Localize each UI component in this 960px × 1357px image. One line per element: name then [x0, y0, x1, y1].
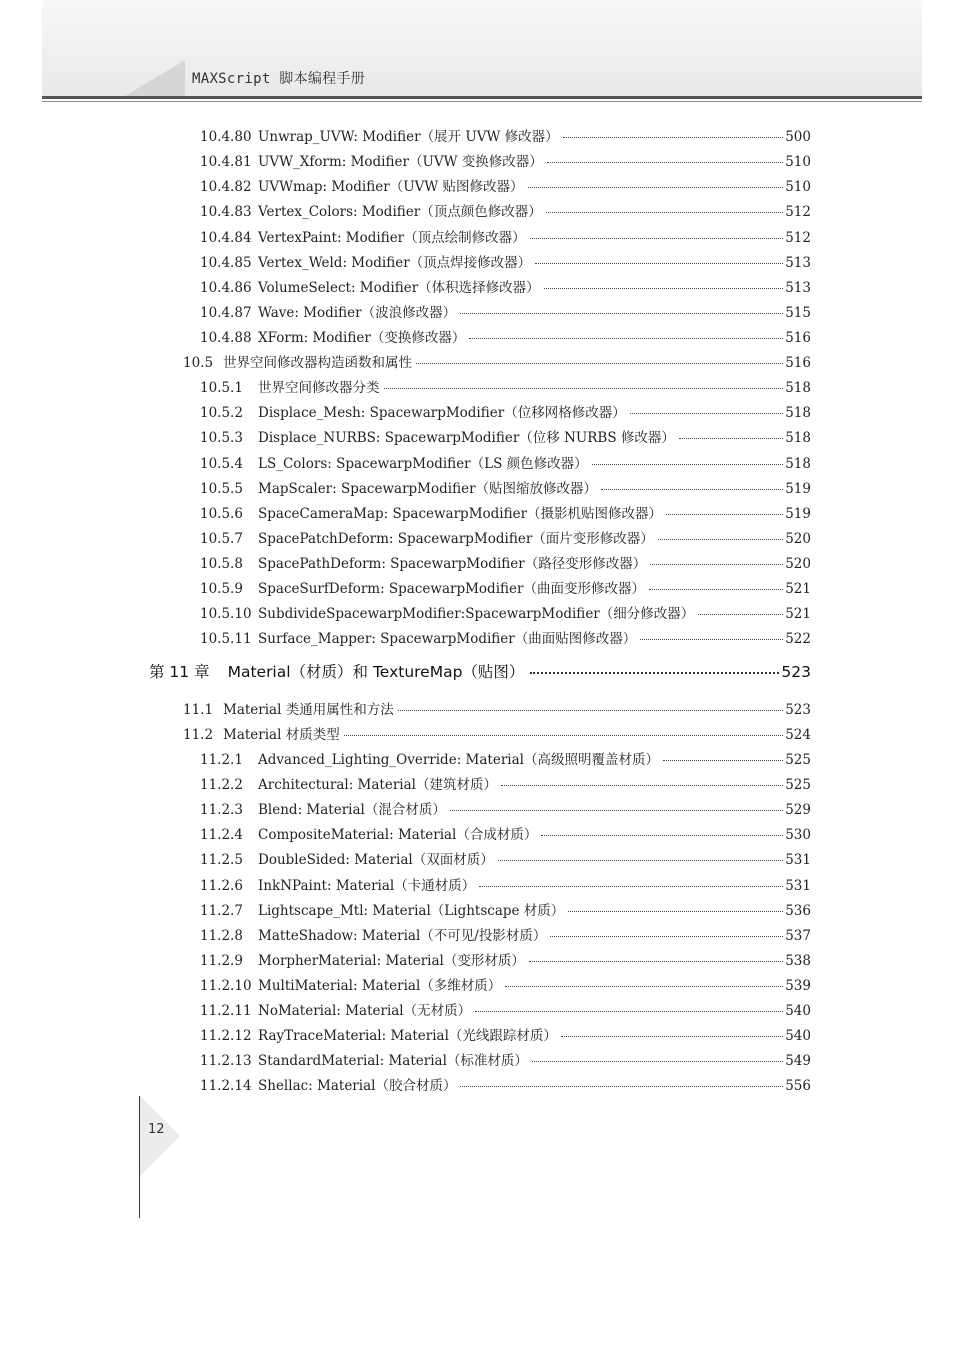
toc-entry-page: 540 [785, 1028, 811, 1044]
toc-entry-page: 537 [785, 928, 811, 944]
toc-entry-title: Advanced_Lighting_Override: Material（高级照明覆盖材质） [258, 752, 659, 768]
toc-leader-dots [384, 387, 784, 389]
toc-entry[interactable] [200, 577, 811, 597]
toc-entry-number: 11.2.6 [200, 878, 243, 894]
toc-entry-title: Unwrap_UVW: Modifier（展开 UVW 修改器） [258, 129, 559, 145]
toc-entry-page: 538 [785, 953, 811, 969]
toc-entry[interactable] [200, 376, 811, 396]
toc-section-entry[interactable] [183, 698, 811, 718]
toc-entry[interactable] [200, 798, 811, 818]
toc-entry[interactable] [200, 602, 811, 622]
toc-entry-number: 10.5.7 [200, 531, 243, 547]
toc-entry-page: 500 [785, 129, 811, 145]
toc-entry-page: 531 [785, 852, 811, 868]
toc-entry[interactable] [200, 823, 811, 843]
toc-leader-dots [535, 262, 783, 264]
toc-entry-page: 516 [785, 355, 811, 371]
toc-entry-title: LS_Colors: SpacewarpModifier（LS 颜色修改器） [258, 456, 588, 472]
toc-entry-number: 10.5.4 [200, 456, 243, 472]
toc-entry-page: 540 [785, 1003, 811, 1019]
toc-entry-title: Displace_Mesh: SpacewarpModifier（位移网格修改器） [258, 405, 626, 421]
toc-leader-dots [529, 960, 783, 962]
toc-entry-number: 11.2.2 [200, 777, 243, 793]
toc-leader-dots [663, 759, 783, 761]
toc-entry-title: Blend: Material（混合材质） [258, 802, 446, 818]
toc-entry[interactable] [200, 452, 811, 472]
toc-entry-number: 10.4.86 [200, 280, 252, 296]
toc-entry-number: 11.2.4 [200, 827, 243, 843]
running-header-title: MAXScript 脚本编程手册 [192, 71, 366, 87]
toc-entry-number: 10.4.82 [200, 179, 252, 195]
toc-entry-title: MultiMaterial: Material（多维材质） [258, 978, 502, 994]
toc-entry-page: 525 [785, 777, 811, 793]
toc-entry-title: StandardMaterial: Material（标准材质） [258, 1053, 528, 1069]
toc-leader-dots [698, 613, 783, 615]
toc-entry[interactable] [200, 200, 811, 220]
toc-entry[interactable] [200, 125, 811, 145]
toc-entry-title: SpaceSurfDeform: SpacewarpModifier（曲面变形修改器） [258, 581, 645, 597]
toc-entry-page: 512 [785, 204, 811, 220]
toc-entry-title: XForm: Modifier（变换修改器） [258, 330, 466, 346]
toc-entry[interactable] [200, 999, 811, 1019]
toc-entry-title: UVW_Xform: Modifier（UVW 变换修改器） [258, 154, 543, 170]
toc-entry[interactable] [200, 502, 811, 522]
toc-leader-dots [460, 312, 783, 314]
toc-entry-title: Vertex_Weld: Modifier（顶点焊接修改器） [258, 255, 532, 271]
toc-entry[interactable] [200, 924, 811, 944]
toc-entry[interactable] [200, 748, 811, 768]
toc-entry[interactable] [200, 552, 811, 572]
toc-entry-page: 518 [785, 456, 811, 472]
toc-leader-dots [532, 1060, 783, 1062]
toc-entry-number: 10.5.11 [200, 631, 252, 647]
toc-entry-page: 512 [785, 230, 811, 246]
toc-entry[interactable] [200, 773, 811, 793]
toc-entry-number: 11.2.10 [200, 978, 252, 994]
toc-entry-page: 549 [785, 1053, 811, 1069]
toc-entry-title: MapScaler: SpacewarpModifier（贴图缩放修改器） [258, 481, 598, 497]
toc-entry-page: 523 [785, 702, 811, 718]
header-wedge [125, 60, 185, 96]
toc-entry-title: RayTraceMaterial: Material（光线跟踪材质） [258, 1028, 557, 1044]
toc-leader-dots [530, 671, 779, 674]
toc-leader-dots [460, 1085, 783, 1087]
toc-entry-page: 519 [785, 506, 811, 522]
toc-leader-dots [650, 563, 783, 565]
toc-entry[interactable] [200, 477, 811, 497]
toc-leader-dots [469, 337, 783, 339]
toc-entry-number: 11.2.9 [200, 953, 243, 969]
toc-entry-title: UVWmap: Modifier（UVW 贴图修改器） [258, 179, 524, 195]
toc-entry[interactable] [200, 527, 811, 547]
toc-entry-number: 10.5.10 [200, 606, 252, 622]
toc-entry-title: SpaceCameraMap: SpacewarpModifier（摄影机贴图修改器） [258, 506, 663, 522]
toc-entry-title: MorpherMaterial: Material（变形材质） [258, 953, 525, 969]
toc-entry[interactable] [200, 874, 811, 894]
toc-entry-title: CompositeMaterial: Material（合成材质） [258, 827, 538, 843]
toc-entry-page: 518 [785, 405, 811, 421]
toc-entry-title: Displace_NURBS: SpacewarpModifier（位移 NURBS 修改器） [258, 430, 675, 446]
toc-entry[interactable] [200, 326, 811, 346]
page-number: 12 [148, 1122, 165, 1137]
toc-entry-number: 10.5.1 [200, 380, 243, 396]
toc-entry-page: 530 [785, 827, 811, 843]
toc-leader-dots [666, 513, 783, 515]
toc-entry-title: Vertex_Colors: Modifier（顶点颜色修改器） [258, 204, 542, 220]
toc-leader-dots [658, 538, 783, 540]
toc-leader-dots [679, 437, 783, 439]
toc-entry-number: 11.2.3 [200, 802, 243, 818]
toc-entry[interactable] [200, 1074, 811, 1094]
toc-entry-page: 539 [785, 978, 811, 994]
toc-entry-page: 556 [785, 1078, 811, 1094]
toc-entry-number: 11.2.11 [200, 1003, 252, 1019]
toc-entry-page: 516 [785, 330, 811, 346]
toc-entry-page: 529 [785, 802, 811, 818]
toc-leader-dots [505, 985, 783, 987]
toc-entry-page: 531 [785, 878, 811, 894]
toc-entry-title: Wave: Modifier（波浪修改器） [258, 305, 457, 321]
toc-entry-title: Architectural: Material（建筑材质） [258, 777, 497, 793]
toc-section-entry[interactable] [183, 351, 811, 371]
toc-entry-title: NoMaterial: Material（无材质） [258, 1003, 472, 1019]
toc-entry-number: 11.2.13 [200, 1053, 252, 1069]
toc-entry-number: 10.4.87 [200, 305, 252, 321]
toc-leader-dots [568, 910, 783, 912]
toc-entry-number: 10.4.83 [200, 204, 252, 220]
toc-entry-number: 10.5.3 [200, 430, 243, 446]
toc-entry-page: 510 [785, 179, 811, 195]
toc-entry-title: 世界空间修改器分类 [258, 380, 380, 396]
toc-entry-page: 513 [785, 255, 811, 271]
toc-leader-dots [528, 186, 784, 188]
toc-entry[interactable] [200, 226, 811, 246]
toc-entry-number: 10.4.88 [200, 330, 252, 346]
toc-leader-dots [450, 809, 783, 811]
toc-entry[interactable] [200, 627, 811, 647]
toc-entry-title: SpacePatchDeform: SpacewarpModifier（面片变形修改器） [258, 531, 654, 547]
toc-entry-page: 536 [785, 903, 811, 919]
toc-entry[interactable] [200, 175, 811, 195]
toc-leader-dots [541, 834, 783, 836]
toc-entry-title: Material 类通用属性和方法 [223, 702, 394, 718]
toc-entry[interactable] [200, 426, 811, 446]
toc-entry[interactable] [200, 301, 811, 321]
toc-leader-dots [344, 734, 784, 736]
toc-leader-dots [592, 463, 784, 465]
toc-entry[interactable] [200, 401, 811, 421]
toc-chapter-title: Material（材质）和 TextureMap（贴图） [227, 663, 525, 681]
toc-entry-number: 10.4.85 [200, 255, 252, 271]
toc-entry-number: 11.2 [183, 727, 214, 743]
toc-entry-number: 11.1 [183, 702, 214, 718]
toc-leader-dots [630, 412, 784, 414]
toc-entry-title: VolumeSelect: Modifier（体积选择修改器） [258, 280, 540, 296]
toc-entry[interactable] [200, 276, 811, 296]
toc-entry-title: SubdivideSpacewarpModifier:SpacewarpModifier（细分修改器） [258, 606, 695, 622]
toc-entry-number: 11.2.12 [200, 1028, 252, 1044]
toc-entry-title: VertexPaint: Modifier（顶点绘制修改器） [258, 230, 526, 246]
toc-entry-number: 11.2.1 [200, 752, 243, 768]
toc-leader-dots [544, 287, 784, 289]
toc-entry-number: 10.5.9 [200, 581, 243, 597]
toc-entry-title: DoubleSided: Material（双面材质） [258, 852, 494, 868]
toc-entry-page: 520 [785, 531, 811, 547]
toc-leader-dots [501, 784, 783, 786]
toc-entry-title: SpacePathDeform: SpacewarpModifier（路径变形修改器） [258, 556, 647, 572]
toc-chapter-page: 523 [781, 663, 811, 681]
toc-entry-number: 10.5.2 [200, 405, 243, 421]
toc-entry-page: 519 [785, 481, 811, 497]
footer-rule [139, 1096, 140, 1218]
toc-entry[interactable] [200, 949, 811, 969]
toc-entry[interactable] [200, 899, 811, 919]
toc-entry-title: Lightscape_Mtl: Material（Lightscape 材质） [258, 903, 565, 919]
toc-leader-dots [640, 638, 783, 640]
toc-entry-page: 518 [785, 430, 811, 446]
toc-entry-title: Material 材质类型 [223, 727, 340, 743]
header-rule-thin [42, 101, 922, 102]
toc-entry-number: 11.2.8 [200, 928, 243, 944]
header-rule-thick [42, 96, 922, 99]
toc-leader-dots [561, 1035, 783, 1037]
toc-entry-number: 10.4.84 [200, 230, 252, 246]
toc-entry-title: MatteShadow: Material（不可见/投影材质） [258, 928, 547, 944]
toc-entry-number: 10.5 [183, 355, 214, 371]
toc-entry[interactable] [200, 251, 811, 271]
toc-entry-page: 520 [785, 556, 811, 572]
toc-entry-title: InkNPaint: Material（卡通材质） [258, 878, 476, 894]
toc-entry-page: 524 [785, 727, 811, 743]
toc-leader-dots [550, 935, 783, 937]
toc-entry-page: 518 [785, 380, 811, 396]
toc-entry[interactable] [200, 974, 811, 994]
toc-leader-dots [601, 488, 783, 490]
toc-entry-page: 515 [785, 305, 811, 321]
toc-entry-page: 521 [785, 581, 811, 597]
toc-chapter-entry[interactable] [149, 660, 811, 682]
toc-entry-page: 510 [785, 154, 811, 170]
toc-entry-number: 11.2.7 [200, 903, 243, 919]
toc-entry-title: Shellac: Material（胶合材质） [258, 1078, 457, 1094]
toc-leader-dots [530, 237, 784, 239]
toc-leader-dots [563, 136, 784, 138]
toc-entry-page: 513 [785, 280, 811, 296]
toc-leader-dots [547, 161, 783, 163]
toc-entry-title: 世界空间修改器构造函数和属性 [223, 355, 412, 371]
toc-leader-dots [498, 859, 784, 861]
toc-leader-dots [546, 211, 784, 213]
toc-chapter-number: 第 11 章 [149, 663, 210, 681]
toc-entry-number: 10.5.8 [200, 556, 243, 572]
toc-entry-number: 10.4.80 [200, 129, 252, 145]
toc-leader-dots [475, 1010, 783, 1012]
toc-leader-dots [649, 588, 783, 590]
toc-leader-dots [398, 709, 784, 711]
toc-section-entry[interactable] [183, 723, 811, 743]
toc-entry-number: 10.5.5 [200, 481, 243, 497]
toc-entry[interactable] [200, 150, 811, 170]
toc-entry[interactable] [200, 1024, 811, 1044]
toc-entry-number: 11.2.14 [200, 1078, 252, 1094]
toc-entry-page: 522 [785, 631, 811, 647]
toc-entry-title: Surface_Mapper: SpacewarpModifier（曲面贴图修改器） [258, 631, 637, 647]
toc-entry[interactable] [200, 1049, 811, 1069]
toc-entry-number: 11.2.5 [200, 852, 243, 868]
toc-leader-dots [479, 885, 783, 887]
toc-entry-page: 521 [785, 606, 811, 622]
toc-entry-number: 10.5.6 [200, 506, 243, 522]
toc-entry[interactable] [200, 848, 811, 868]
toc-leader-dots [416, 362, 783, 364]
toc-entry-number: 10.4.81 [200, 154, 252, 170]
toc-entry-page: 525 [785, 752, 811, 768]
